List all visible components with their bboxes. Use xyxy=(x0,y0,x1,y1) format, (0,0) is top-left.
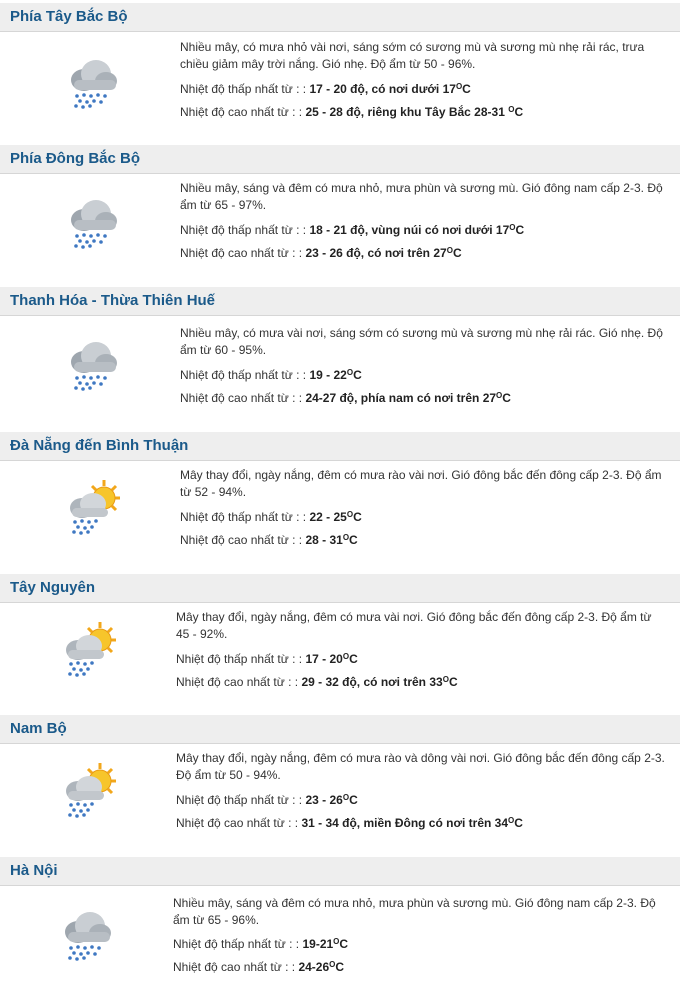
sun-cloud-rain-icon xyxy=(58,759,118,819)
region-section xyxy=(0,432,680,547)
high-temp-label: Nhiệt độ cao nhất từ : : xyxy=(176,816,299,830)
cloud-rain-icon xyxy=(62,332,122,392)
low-temp-value: 18 - 21 độ, vùng núi có nơi dưới 17 xyxy=(309,223,510,237)
region-header xyxy=(0,287,680,316)
region-title: Thanh Hóa - Thừa Thiên Huế xyxy=(10,292,216,309)
low-temp-line: Nhiệt độ thấp nhất từ : : $19 - 22^OC$ xyxy=(180,368,362,382)
region-header xyxy=(0,857,680,886)
low-temp-label: Nhiệt độ thấp nhất từ : : xyxy=(180,510,307,524)
low-temp-line: Nhiệt độ thấp nhất từ : : $19-21^OC$ xyxy=(173,937,349,951)
high-temp-label: Nhiệt độ cao nhất từ : : xyxy=(180,391,303,405)
low-temp-value: 17 - 20 độ, có nơi dưới 17 xyxy=(309,82,456,96)
region-title: Tây Nguyên xyxy=(10,579,96,596)
low-temp-value: 19-21 xyxy=(302,937,334,951)
high-temp-value: 29 - 32 độ, có nơi trên 33 xyxy=(301,675,443,689)
low-temp-label: Nhiệt độ thấp nhất từ : : xyxy=(176,793,303,807)
region-description: Nhiều mây, sáng và đêm có mưa nhỏ, mưa phùn và sương mù. Gió đông nam cấp 2-3. Độ ẩm từ 65 - 97%. xyxy=(180,181,663,212)
low-temp-line: Nhiệt độ thấp nhất từ : : $23 - 26^OC$ xyxy=(176,793,358,807)
low-temp-value: 17 - 20 xyxy=(305,652,343,666)
low-temp-label: Nhiệt độ thấp nhất từ : : xyxy=(180,82,307,96)
region-header xyxy=(0,574,680,603)
region-section xyxy=(0,3,680,119)
low-temp-line: Nhiệt độ thấp nhất từ : : $17 - 20^OC$ xyxy=(176,652,358,666)
high-temp-line: Nhiệt độ cao nhất từ : : $28 - 31^OC$ xyxy=(180,533,358,547)
region-description: Mây thay đổi, ngày nắng, đêm có mưa rào và dông vài nơi. Gió đông bắc đến đông cấp 2-3. Độ ẩm từ 50 - 94%. xyxy=(176,751,665,782)
region-section xyxy=(0,145,680,260)
high-temp-line: Nhiệt độ cao nhất từ : : 24-27 độ, phía nam có nơi trên $27^OC$ xyxy=(180,391,511,405)
region-section xyxy=(0,287,680,405)
high-temp-line: Nhiệt độ cao nhất từ : : 31 - 34 độ, miền Đông có nơi trên $34^OC$ xyxy=(176,816,523,830)
cloud-rain-icon xyxy=(62,190,122,250)
high-temp-label: Nhiệt độ cao nhất từ : : xyxy=(180,105,303,119)
region-description: Nhiều mây, có mưa nhỏ vài nơi, sáng sớm có sương mù và sương mù nhẹ rải rác, trưa chiều giảm mây trời nắng. Gió nhẹ. Độ ẩm từ 50 - 96%. xyxy=(180,40,645,71)
region-title: Phía Tây Bắc Bộ xyxy=(10,8,128,25)
cloud-rain-icon xyxy=(62,50,122,110)
high-temp-label: Nhiệt độ cao nhất từ : : xyxy=(176,675,299,689)
low-temp-line: Nhiệt độ thấp nhất từ : : 17 - 20 độ, có nơi dưới $17^OC$ xyxy=(180,82,471,96)
low-temp-label: Nhiệt độ thấp nhất từ : : xyxy=(173,937,300,951)
region-section xyxy=(0,857,680,974)
high-temp-value: 24-26 xyxy=(298,960,330,974)
region-description: Nhiều mây, có mưa vài nơi, sáng sớm có sương mù và sương mù nhẹ rải rác. Gió nhẹ. Độ ẩm từ 60 - 95%. xyxy=(180,326,663,357)
low-temp-value: 23 - 26 xyxy=(305,793,343,807)
region-header xyxy=(0,3,680,32)
low-temp-label: Nhiệt độ thấp nhất từ : : xyxy=(180,223,307,237)
high-temp-line: Nhiệt độ cao nhất từ : : 23 - 26 độ, có nơi trên $27^OC$ xyxy=(180,246,462,260)
cloud-rain-icon xyxy=(56,902,116,962)
high-temp-line: Nhiệt độ cao nhất từ : : 25 - 28 độ, riêng khu Tây Bắc 28-31 $^O$C xyxy=(180,105,524,119)
high-temp-value: 31 - 34 độ, miền Đông có nơi trên 34 xyxy=(301,816,509,830)
sun-cloud-rain-icon xyxy=(58,618,118,678)
low-temp-value: 22 - 25 xyxy=(309,510,347,524)
sun-cloud-rain-icon xyxy=(62,476,122,536)
low-temp-line: Nhiệt độ thấp nhất từ : : 18 - 21 độ, vùng núi có nơi dưới $17^OC$ xyxy=(180,223,525,237)
region-title: Hà Nội xyxy=(10,862,58,879)
low-temp-label: Nhiệt độ thấp nhất từ : : xyxy=(180,368,307,382)
region-title: Nam Bộ xyxy=(10,720,67,737)
region-header xyxy=(0,715,680,744)
high-temp-line: Nhiệt độ cao nhất từ : : 29 - 32 độ, có nơi trên $33^OC$ xyxy=(176,675,458,689)
high-temp-value: 24-27 độ, phía nam có nơi trên 27 xyxy=(305,391,497,405)
high-temp-label: Nhiệt độ cao nhất từ : : xyxy=(180,533,303,547)
low-temp-value: 19 - 22 xyxy=(309,368,347,382)
low-temp-line: Nhiệt độ thấp nhất từ : : $22 - 25^OC$ xyxy=(180,510,362,524)
region-description: Nhiều mây, sáng và đêm có mưa nhỏ, mưa phùn và sương mù. Gió đông nam cấp 2-3. Độ ẩm từ 65 - 96%. xyxy=(173,896,656,927)
region-section xyxy=(0,715,680,830)
high-temp-value: 28 - 31 xyxy=(305,533,343,547)
high-temp-value: 25 - 28 độ, riêng khu Tây Bắc 28-31 xyxy=(305,105,509,119)
high-temp-line: Nhiệt độ cao nhất từ : : $24-26^OC$ xyxy=(173,960,345,974)
region-section xyxy=(0,574,680,689)
region-description: Mây thay đổi, ngày nắng, đêm có mưa rào vài nơi. Gió đông bắc đến đông cấp 2-3. Độ ẩm từ 52 - 94%. xyxy=(180,468,662,499)
region-description: Mây thay đổi, ngày nắng, đêm có mưa vài nơi. Gió đông bắc đến đông cấp 2-3. Độ ẩm từ 45 - 92%. xyxy=(176,610,652,641)
region-title: Đà Nẵng đến Bình Thuận xyxy=(10,437,189,454)
high-temp-value: 23 - 26 độ, có nơi trên 27 xyxy=(305,246,447,260)
high-temp-label: Nhiệt độ cao nhất từ : : xyxy=(173,960,296,974)
region-title: Phía Đông Bắc Bộ xyxy=(10,150,141,167)
high-temp-label: Nhiệt độ cao nhất từ : : xyxy=(180,246,303,260)
region-header xyxy=(0,432,680,461)
low-temp-label: Nhiệt độ thấp nhất từ : : xyxy=(176,652,303,666)
region-header xyxy=(0,145,680,174)
